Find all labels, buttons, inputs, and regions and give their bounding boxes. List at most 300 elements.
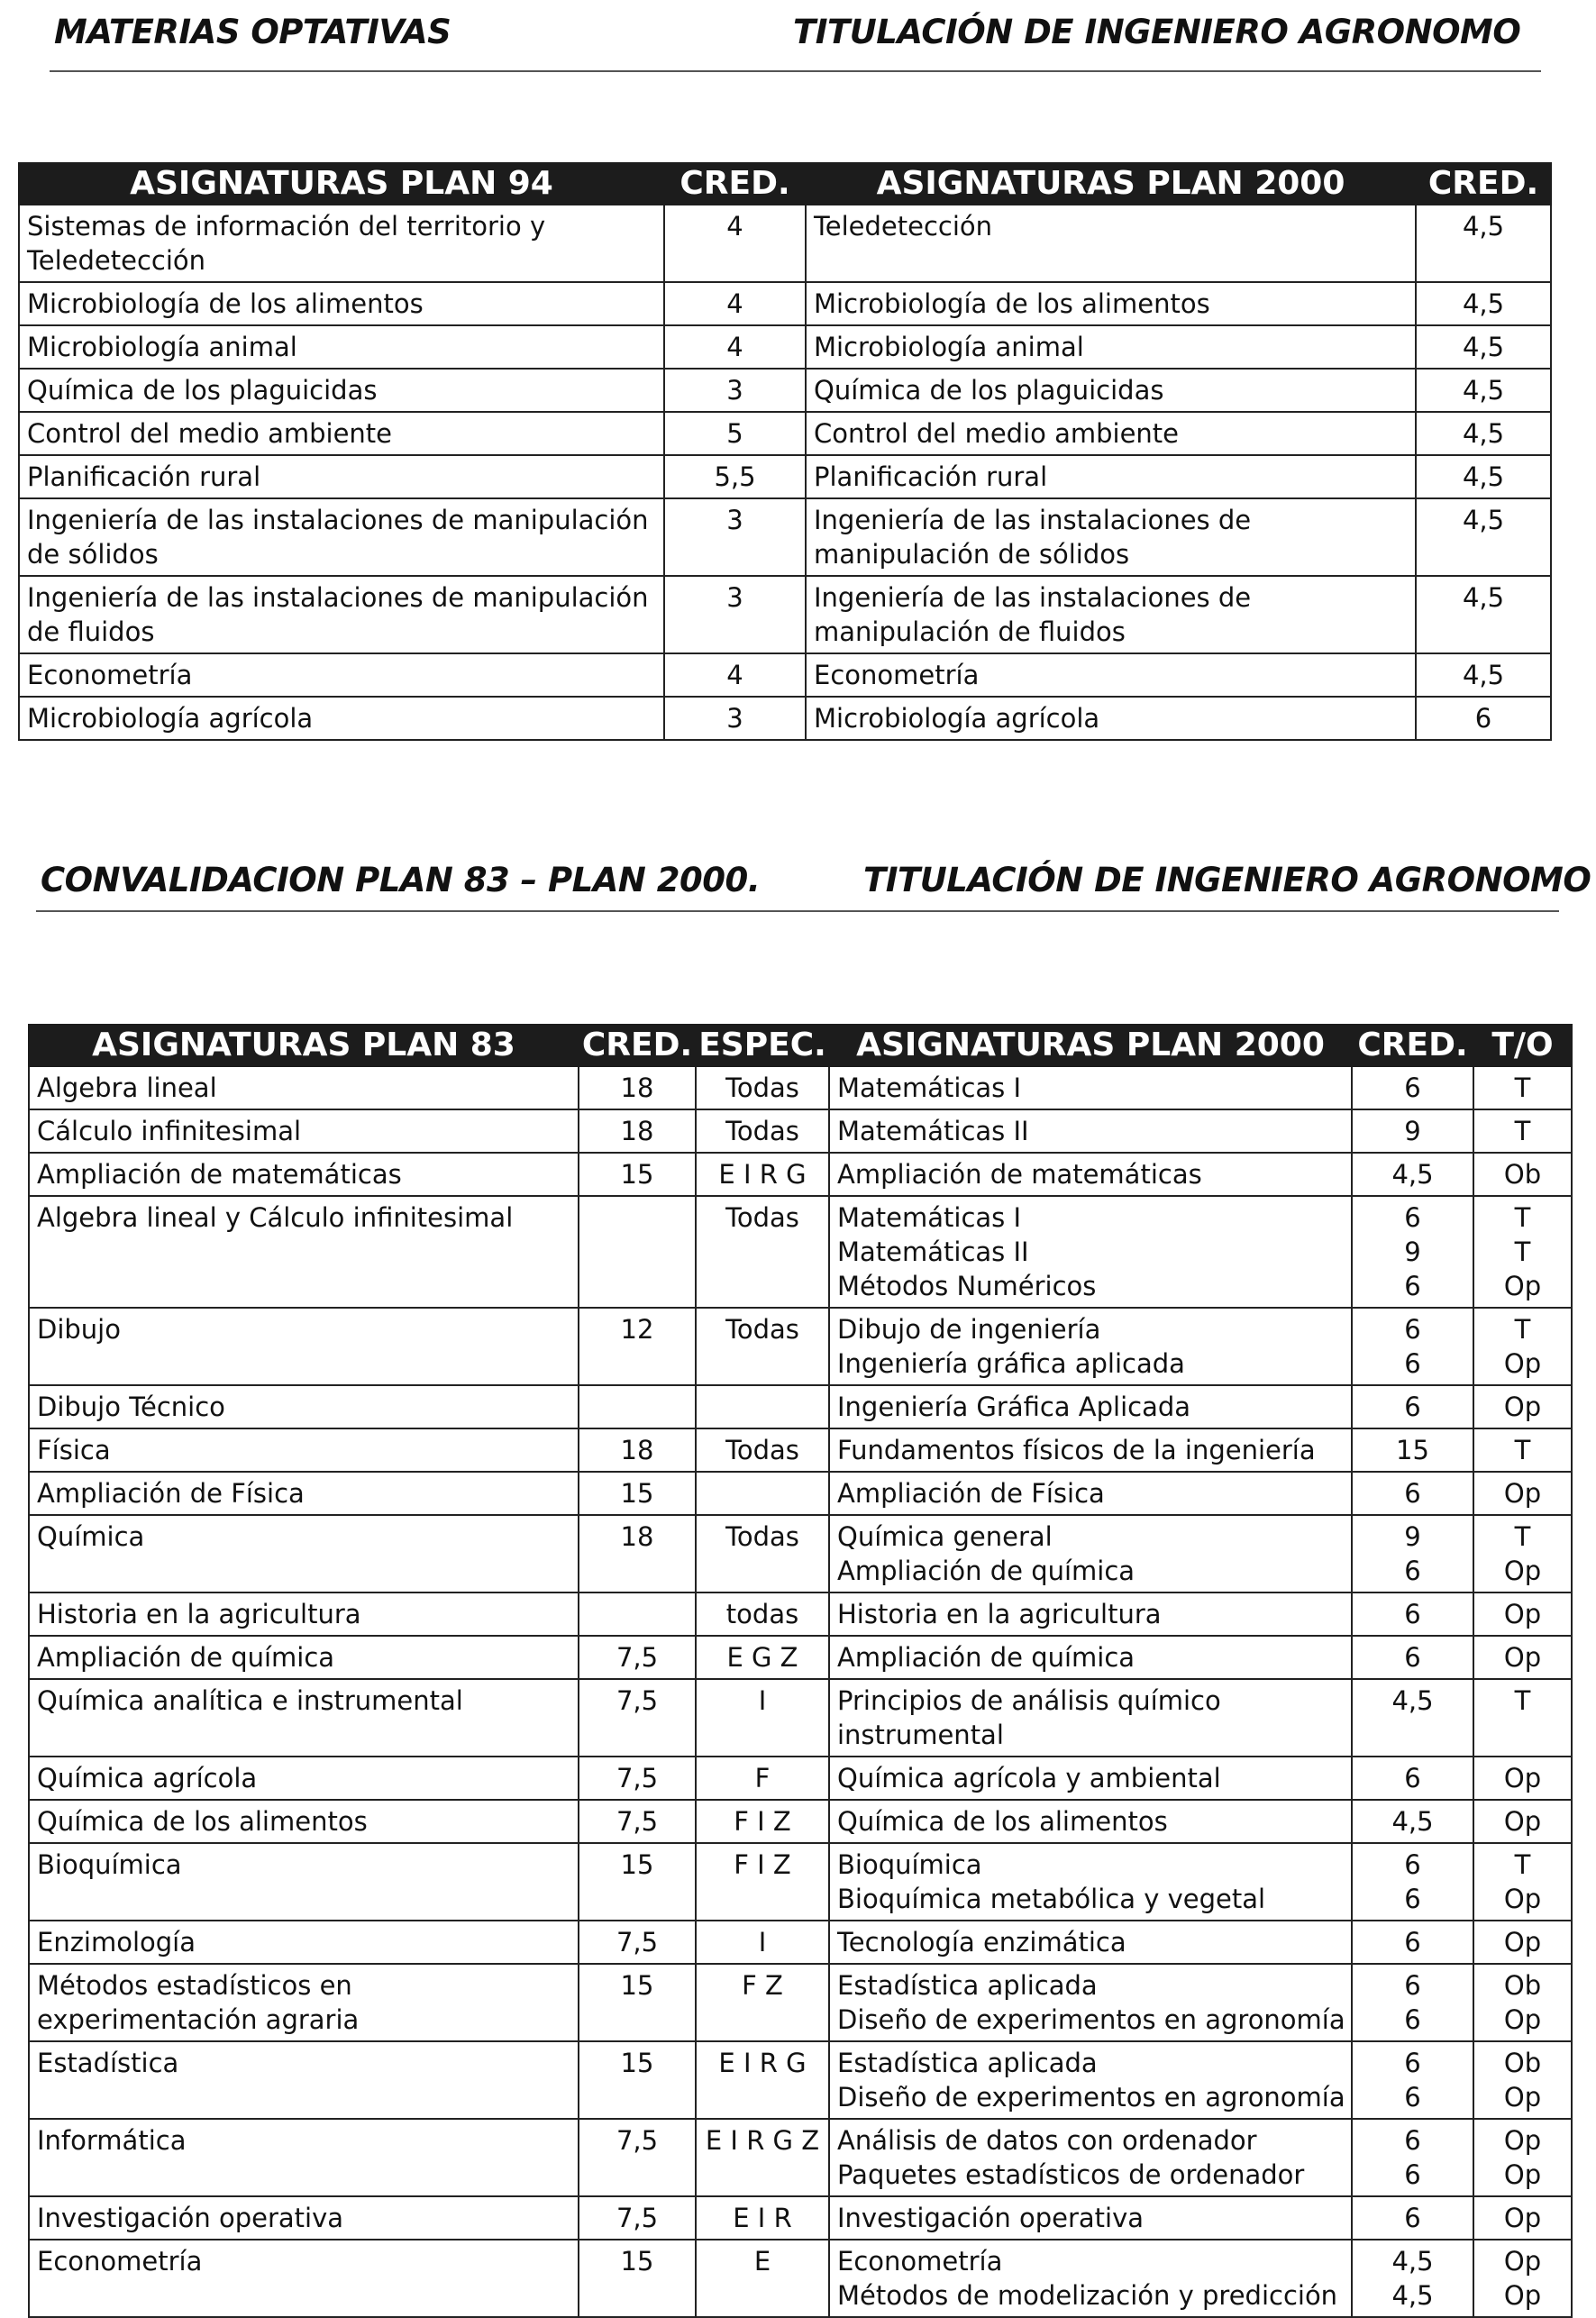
plan2000-subject: Microbiología animal <box>814 332 1084 362</box>
cred2000-cell <box>1416 282 1551 325</box>
plan2000-subject: Ampliación de Física <box>837 1478 1105 1509</box>
convalidacion-header-row <box>29 1025 1572 1066</box>
tipo-value: Op <box>1503 2246 1542 2277</box>
plan2000-credits: 6 <box>1404 1599 1421 1629</box>
plan94-subject: Planificación rural <box>27 461 261 492</box>
section1-left-title: MATERIAS OPTATIVAS <box>54 13 451 51</box>
tipo-cell <box>1473 2119 1572 2196</box>
plan2000-credits: 4,5 <box>1462 288 1505 319</box>
plan2000-subject: Química general <box>837 1521 1053 1552</box>
plan83-cell <box>29 1843 579 1921</box>
plan2000-credits: 6 <box>1404 1392 1421 1422</box>
plan94-credits: 4 <box>726 211 743 242</box>
cred2000-cell <box>1416 369 1551 412</box>
plan83-subject: Informática <box>37 2125 187 2156</box>
plan2000-credits: 15 <box>1396 1435 1429 1465</box>
plan2000-subject: Tecnología enzimática <box>837 1927 1126 1958</box>
plan2000-credits: 6 <box>1404 1478 1421 1509</box>
cred2000-cell <box>1416 576 1551 653</box>
header-espec: ESPEC. <box>696 1025 829 1066</box>
cred2000-cell <box>1352 1843 1473 1921</box>
plan94-credits: 4 <box>726 660 743 690</box>
espec-cell <box>696 1472 829 1515</box>
plan2000-subject: Ingeniería Gráfica Aplicada <box>837 1392 1191 1422</box>
table-row <box>29 1757 1572 1800</box>
plan2000-subject: Métodos de modelización y predicción <box>837 2280 1338 2311</box>
plan83-cell <box>29 1066 579 1109</box>
plan83-cell <box>29 1679 579 1757</box>
table-row <box>29 1843 1572 1921</box>
tipo-cell <box>1473 2041 1572 2119</box>
table-row <box>29 1964 1572 2041</box>
plan83-subject: Cálculo infinitesimal <box>37 1116 302 1146</box>
plan83-subject: Química agrícola <box>37 1763 258 1793</box>
cred83-cell <box>579 1428 696 1472</box>
cred2000-cell <box>1352 1066 1473 1109</box>
plan83-subject: Química <box>37 1521 145 1552</box>
plan2000-credits: 6 <box>1404 2048 1421 2078</box>
plan83-subject: Investigación operativa <box>37 2203 344 2233</box>
table-row <box>19 282 1551 325</box>
plan2000-cell <box>829 1153 1352 1196</box>
tipo-value: Op <box>1503 1392 1542 1422</box>
plan2000-cell <box>829 2041 1352 2119</box>
tipo-value: Op <box>1503 2125 1542 2156</box>
plan83-credits: 18 <box>620 1072 654 1103</box>
plan2000-credits: 4,5 <box>1462 582 1505 613</box>
plan2000-credits: 6 <box>1404 2082 1421 2113</box>
tipo-value: T <box>1514 1435 1531 1465</box>
espec-value: Todas <box>725 1435 799 1465</box>
tipo-value: T <box>1514 1072 1531 1103</box>
plan83-cell <box>29 1428 579 1472</box>
cred2000-cell <box>1352 1921 1473 1964</box>
espec-cell <box>696 2041 829 2119</box>
table-row <box>19 412 1551 455</box>
plan2000-credits: 4,5 <box>1391 2246 1434 2277</box>
plan2000-cell <box>806 498 1416 576</box>
tipo-cell <box>1473 1964 1572 2041</box>
tipo-value: Op <box>1503 1763 1542 1793</box>
cred2000-cell <box>1352 2041 1473 2119</box>
tipo-cell <box>1473 1428 1572 1472</box>
tipo-value: Ob <box>1503 2048 1542 2078</box>
espec-cell <box>696 1964 829 2041</box>
table-row <box>29 1921 1572 1964</box>
cred2000-cell <box>1352 1109 1473 1153</box>
plan2000-subject: Ingeniería de las instalaciones de manipulación de sólidos <box>814 505 1252 570</box>
plan2000-cell <box>829 1921 1352 1964</box>
plan83-subject: Bioquímica <box>37 1849 182 1880</box>
plan2000-cell <box>806 576 1416 653</box>
plan2000-subject: Diseño de experimentos en agronomía <box>837 2082 1345 2113</box>
plan2000-credits: 4,5 <box>1462 418 1505 449</box>
plan83-credits: 18 <box>620 1521 654 1552</box>
cred2000-cell <box>1416 325 1551 369</box>
plan94-cell <box>19 697 664 740</box>
plan94-credits: 4 <box>726 332 743 362</box>
cred94-cell <box>664 412 806 455</box>
tipo-cell <box>1473 1757 1572 1800</box>
header-cred-plan2000: CRED. <box>1416 163 1551 205</box>
plan83-credits: 15 <box>620 1478 654 1509</box>
plan83-credits: 15 <box>620 1159 654 1190</box>
plan83-cell <box>29 1472 579 1515</box>
espec-value: E I R G <box>718 2048 807 2078</box>
section1-divider <box>50 70 1541 72</box>
cred2000-cell <box>1416 412 1551 455</box>
plan2000-credits: 4,5 <box>1462 211 1505 242</box>
plan2000-credits: 4,5 <box>1391 1806 1434 1837</box>
plan94-subject: Química de los plaguicidas <box>27 375 378 406</box>
plan2000-credits: 6 <box>1404 1556 1421 1586</box>
plan2000-credits: 6 <box>1404 1763 1421 1793</box>
table-row <box>19 576 1551 653</box>
plan2000-credits: 6 <box>1404 1642 1421 1673</box>
optativas-table <box>18 162 1552 741</box>
tipo-value: Op <box>1503 1927 1542 1958</box>
cred83-cell <box>579 1843 696 1921</box>
plan83-credits: 7,5 <box>616 1927 659 1958</box>
espec-value: E I R G Z <box>705 2125 820 2156</box>
plan2000-subject: Planificación rural <box>814 461 1048 492</box>
espec-cell <box>696 2240 829 2317</box>
cred94-cell <box>664 498 806 576</box>
cred2000-cell <box>1352 2240 1473 2317</box>
plan83-credits: 7,5 <box>616 2203 659 2233</box>
tipo-cell <box>1473 1636 1572 1679</box>
cred2000-cell <box>1352 2196 1473 2240</box>
cred2000-cell <box>1352 1428 1473 1472</box>
plan83-cell <box>29 1921 579 1964</box>
espec-value: Todas <box>725 1202 799 1233</box>
espec-value: E <box>753 2246 771 2277</box>
plan83-cell <box>29 1308 579 1385</box>
table-row <box>29 1196 1572 1308</box>
plan83-subject: Dibujo <box>37 1314 121 1345</box>
espec-cell <box>696 2119 829 2196</box>
plan2000-subject: Ampliación de química <box>837 1556 1135 1586</box>
plan2000-subject: Historia en la agricultura <box>837 1599 1162 1629</box>
espec-value: F <box>754 1763 771 1793</box>
table-row <box>29 1679 1572 1757</box>
cred94-cell <box>664 576 806 653</box>
tipo-value: T <box>1514 1685 1531 1716</box>
cred83-cell <box>579 1066 696 1109</box>
table-row <box>19 369 1551 412</box>
plan2000-cell <box>829 1515 1352 1592</box>
plan2000-cell <box>829 1472 1352 1515</box>
cred83-cell <box>579 1109 696 1153</box>
tipo-value: Op <box>1503 2082 1542 2113</box>
plan83-credits: 15 <box>620 1849 654 1880</box>
cred2000-cell <box>1416 205 1551 282</box>
plan2000-subject: Estadística aplicada <box>837 1970 1098 2001</box>
plan83-credits: 7,5 <box>616 1806 659 1837</box>
tipo-value: Op <box>1503 2159 1542 2190</box>
plan94-subject: Control del medio ambiente <box>27 418 393 449</box>
tipo-cell <box>1473 2240 1572 2317</box>
plan83-subject: Dibujo Técnico <box>37 1392 225 1422</box>
espec-value: todas <box>725 1599 799 1629</box>
tipo-value: Op <box>1503 2203 1542 2233</box>
cred83-cell <box>579 2041 696 2119</box>
section2-divider <box>36 910 1559 912</box>
tipo-value: Ob <box>1503 1970 1542 2001</box>
table-row <box>29 2196 1572 2240</box>
table-row <box>19 653 1551 697</box>
plan2000-cell <box>829 1964 1352 2041</box>
table-row <box>29 1800 1572 1843</box>
tipo-value: Op <box>1503 1642 1542 1673</box>
plan2000-subject: Matemáticas I <box>837 1202 1022 1233</box>
plan2000-subject: Fundamentos físicos de la ingeniería <box>837 1435 1316 1465</box>
plan2000-subject: Microbiología agrícola <box>814 703 1100 734</box>
plan2000-cell <box>829 1679 1352 1757</box>
plan94-subject: Ingeniería de las instalaciones de manipulación de sólidos <box>27 505 649 570</box>
tipo-cell <box>1473 1800 1572 1843</box>
espec-value: E G Z <box>726 1642 798 1673</box>
espec-value: F Z <box>742 1970 783 2001</box>
tipo-cell <box>1473 1472 1572 1515</box>
table-row <box>29 1385 1572 1428</box>
plan83-credits: 15 <box>620 2048 654 2078</box>
plan94-credits: 4 <box>726 288 743 319</box>
plan83-credits: 7,5 <box>616 1763 659 1793</box>
plan2000-subject: Ampliación de matemáticas <box>837 1159 1202 1190</box>
espec-value: F I Z <box>734 1806 791 1837</box>
header-asignaturas-plan2000: ASIGNATURAS PLAN 2000 <box>806 163 1416 205</box>
cred94-cell <box>664 455 806 498</box>
plan2000-cell <box>806 455 1416 498</box>
cred83-cell <box>579 1921 696 1964</box>
tipo-value: Op <box>1503 2004 1542 2035</box>
plan2000-cell <box>829 1757 1352 1800</box>
tipo-value: Ob <box>1503 1159 1542 1190</box>
plan83-cell <box>29 1964 579 2041</box>
plan94-subject: Econometría <box>27 660 193 690</box>
table-row <box>29 1592 1572 1636</box>
tipo-cell <box>1473 1843 1572 1921</box>
espec-cell <box>696 1592 829 1636</box>
table-row <box>29 1472 1572 1515</box>
espec-cell <box>696 1921 829 1964</box>
cred94-cell <box>664 369 806 412</box>
plan83-subject: Métodos estadísticos en experimentación agraria <box>37 1970 360 2035</box>
espec-cell <box>696 1800 829 1843</box>
plan94-credits: 3 <box>726 375 743 406</box>
plan2000-credits: 4,5 <box>1462 332 1505 362</box>
espec-value: Todas <box>725 1072 799 1103</box>
section2-right-title: TITULACIÓN DE INGENIERO AGRONOMO <box>863 861 1591 899</box>
cred2000-cell <box>1352 1679 1473 1757</box>
plan2000-credits: 4,5 <box>1391 1685 1434 1716</box>
plan2000-subject: Control del medio ambiente <box>814 418 1180 449</box>
espec-value: Todas <box>725 1116 799 1146</box>
plan94-cell <box>19 653 664 697</box>
plan2000-cell <box>829 2240 1352 2317</box>
plan83-credits: 15 <box>620 2246 654 2277</box>
plan2000-subject: Química de los plaguicidas <box>814 375 1164 406</box>
cred83-cell <box>579 1472 696 1515</box>
cred83-cell <box>579 1153 696 1196</box>
plan2000-subject: Ingeniería de las instalaciones de manipulación de fluidos <box>814 582 1252 647</box>
tipo-cell <box>1473 1109 1572 1153</box>
tipo-value: T <box>1514 1202 1531 1233</box>
cred2000-cell <box>1352 1800 1473 1843</box>
espec-cell <box>696 1636 829 1679</box>
cred2000-cell <box>1352 1153 1473 1196</box>
cred94-cell <box>664 205 806 282</box>
plan2000-cell <box>829 1800 1352 1843</box>
espec-cell <box>696 1757 829 1800</box>
header-cred-plan94: CRED. <box>664 163 806 205</box>
cred94-cell <box>664 653 806 697</box>
plan2000-credits: 6 <box>1404 1202 1421 1233</box>
plan2000-credits: 4,5 <box>1462 461 1505 492</box>
plan2000-cell <box>829 1592 1352 1636</box>
plan2000-subject: Matemáticas II <box>837 1116 1029 1146</box>
plan83-cell <box>29 1109 579 1153</box>
plan83-cell <box>29 2240 579 2317</box>
plan83-cell <box>29 1196 579 1308</box>
plan2000-subject: Principios de análisis químico instrumental <box>837 1685 1221 1750</box>
espec-cell <box>696 1109 829 1153</box>
espec-cell <box>696 1153 829 1196</box>
plan94-credits: 5 <box>726 418 743 449</box>
table-row <box>19 325 1551 369</box>
plan94-subject: Microbiología de los alimentos <box>27 288 424 319</box>
plan94-credits: 3 <box>726 703 743 734</box>
cred2000-cell <box>1416 697 1551 740</box>
cred83-cell <box>579 2196 696 2240</box>
plan2000-credits: 4,5 <box>1462 505 1505 535</box>
plan2000-subject: Química agrícola y ambiental <box>837 1763 1221 1793</box>
cred2000-cell <box>1352 1385 1473 1428</box>
cred83-cell <box>579 2119 696 2196</box>
plan2000-cell <box>806 412 1416 455</box>
plan94-subject: Microbiología animal <box>27 332 297 362</box>
cred94-cell <box>664 325 806 369</box>
plan94-credits: 3 <box>726 582 743 613</box>
plan2000-subject: Bioquímica <box>837 1849 982 1880</box>
plan83-subject: Física <box>37 1435 111 1465</box>
plan83-credits: 15 <box>620 1970 654 2001</box>
cred83-cell <box>579 2240 696 2317</box>
plan83-subject: Ampliación de matemáticas <box>37 1159 402 1190</box>
plan2000-credits: 4,5 <box>1462 375 1505 406</box>
plan2000-subject: Análisis de datos con ordenador <box>837 2125 1257 2156</box>
plan83-cell <box>29 2119 579 2196</box>
plan83-credits: 12 <box>620 1314 654 1345</box>
section2-left-title: CONVALIDACION PLAN 83 – PLAN 2000. <box>41 861 761 899</box>
cred2000-cell <box>1352 2119 1473 2196</box>
header-cred-plan2000: CRED. <box>1352 1025 1473 1066</box>
table-row <box>29 1109 1572 1153</box>
plan2000-subject: Matemáticas I <box>837 1072 1022 1103</box>
tipo-cell <box>1473 1196 1572 1308</box>
plan2000-credits: 4,5 <box>1462 660 1505 690</box>
plan94-cell <box>19 498 664 576</box>
plan2000-credits: 9 <box>1404 1521 1421 1552</box>
plan2000-subject: Química de los alimentos <box>837 1806 1168 1837</box>
espec-cell <box>696 1066 829 1109</box>
plan2000-credits: 4,5 <box>1391 1159 1434 1190</box>
plan2000-cell <box>829 1428 1352 1472</box>
plan2000-subject: Dibujo de ingeniería <box>837 1314 1101 1345</box>
espec-value: I <box>758 1927 767 1958</box>
espec-cell <box>696 1515 829 1592</box>
table-row <box>29 2119 1572 2196</box>
plan2000-credits: 6 <box>1404 1884 1421 1914</box>
plan83-cell <box>29 1636 579 1679</box>
plan2000-cell <box>806 282 1416 325</box>
plan83-cell <box>29 1757 579 1800</box>
plan2000-subject: Investigación operativa <box>837 2203 1145 2233</box>
plan83-credits: 18 <box>620 1435 654 1465</box>
espec-value: Todas <box>725 1521 799 1552</box>
convalidacion-table <box>28 1024 1573 2318</box>
plan2000-subject: Ingeniería gráfica aplicada <box>837 1348 1185 1379</box>
plan83-subject: Ampliación de Física <box>37 1478 305 1509</box>
tipo-value: Op <box>1503 1884 1542 1914</box>
cred83-cell <box>579 1196 696 1308</box>
cred2000-cell <box>1352 1964 1473 2041</box>
plan94-cell <box>19 325 664 369</box>
plan83-cell <box>29 1592 579 1636</box>
cred83-cell <box>579 1800 696 1843</box>
plan2000-subject: Microbiología de los alimentos <box>814 288 1210 319</box>
plan94-subject: Sistemas de información del territorio y Teledetección <box>27 211 546 276</box>
plan2000-credits: 6 <box>1474 703 1492 734</box>
table-row <box>29 1066 1572 1109</box>
plan94-cell <box>19 576 664 653</box>
espec-cell <box>696 1679 829 1757</box>
cred83-cell <box>579 1592 696 1636</box>
cred2000-cell <box>1352 1636 1473 1679</box>
table-row <box>29 2041 1572 2119</box>
plan83-subject: Historia en la agricultura <box>37 1599 361 1629</box>
tipo-value: T <box>1514 1116 1531 1146</box>
plan2000-subject: Econometría <box>837 2246 1003 2277</box>
espec-cell <box>696 1385 829 1428</box>
plan83-cell <box>29 2041 579 2119</box>
cred2000-cell <box>1352 1472 1473 1515</box>
section1-right-title: TITULACIÓN DE INGENIERO AGRONOMO <box>793 13 1521 51</box>
tipo-value: T <box>1514 1237 1531 1267</box>
tipo-cell <box>1473 1066 1572 1109</box>
cred83-cell <box>579 1308 696 1385</box>
table-row <box>29 1308 1572 1385</box>
plan2000-cell <box>829 1109 1352 1153</box>
tipo-cell <box>1473 2196 1572 2240</box>
table-row <box>29 1515 1572 1592</box>
tipo-value: Op <box>1503 1556 1542 1586</box>
header-cred-plan83: CRED. <box>579 1025 696 1066</box>
tipo-cell <box>1473 1592 1572 1636</box>
plan2000-cell <box>829 1308 1352 1385</box>
plan83-cell <box>29 1385 579 1428</box>
plan2000-credits: 9 <box>1404 1116 1421 1146</box>
plan2000-cell <box>806 653 1416 697</box>
plan2000-subject: Ampliación de química <box>837 1642 1135 1673</box>
plan2000-subject: Diseño de experimentos en agronomía <box>837 2004 1345 2035</box>
espec-value: E I R <box>733 2203 792 2233</box>
tipo-cell <box>1473 1921 1572 1964</box>
tipo-cell <box>1473 1385 1572 1428</box>
header-asignaturas-plan2000: ASIGNATURAS PLAN 2000 <box>829 1025 1352 1066</box>
plan2000-cell <box>829 1196 1352 1308</box>
